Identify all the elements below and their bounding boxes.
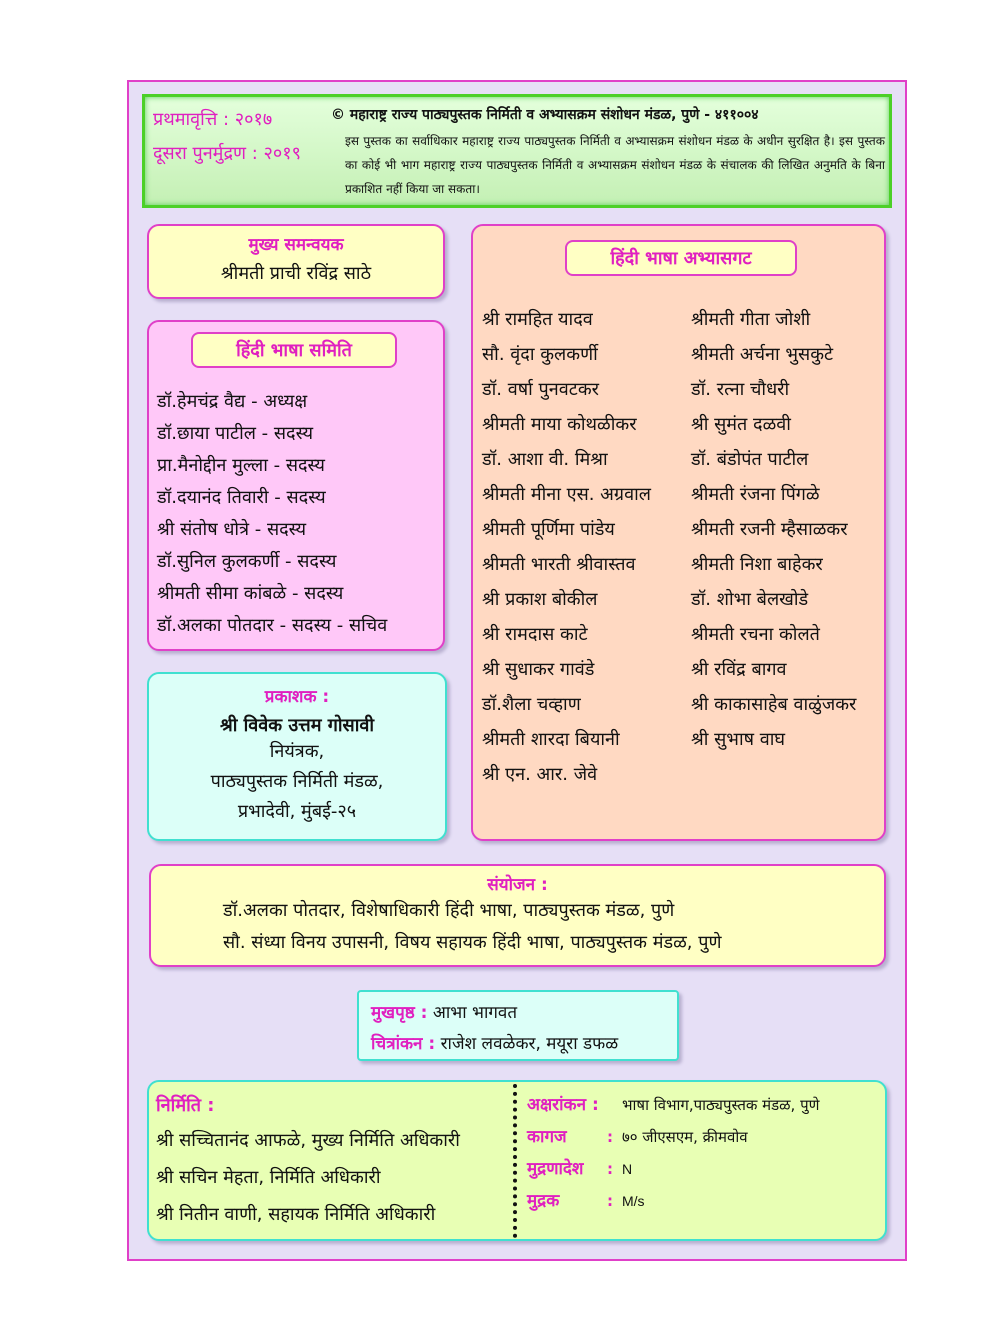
committee-list [157,386,387,642]
list-item: प्रा.मैनोद्दीन मुल्ला - सदस्य [157,455,325,476]
list-item: श्रीमती सीमा कांबळे - सदस्य [157,583,344,604]
publisher-line: प्रभादेवी, मुंबई-२५ [237,801,357,822]
list-item: डॉ. शोभा बेलखोडे [691,589,809,610]
list-item: श्री काकासाहेब वाळुंजकर [691,694,857,715]
list-item: श्रीमती माया कोथळीकर [482,414,637,435]
cover-label: मुखपृष्ठ : [371,1003,428,1023]
copyright-line: © महाराष्ट्र राज्य पाठ्यपुस्तक निर्मिती व अभ्यासक्रम संशोधन मंडळ, पुणे - ४११००४ [331,107,759,123]
list-item: श्री रविंद्र बागव [691,659,787,680]
list-item: डॉ.दयानंद तिवारी - सदस्य [157,487,326,508]
print-label: कागज [527,1127,567,1147]
list-item: डॉ. रत्ना चौधरी [691,379,790,400]
copyright-notice: इस पुस्तक का सर्वाधिकार महाराष्ट्र राज्य पाठ्यपुस्तक निर्मिती व अभ्यासक्रम संशोधन मंडळ के अधीन सुरक्षित है। इस पुस्तक का कोई भी भाग महाराष्ट्र राज्य पाठ्यपुस्तक निर्मिती व अभ्यासक्रम संशोधन मंडळ के संचालक की लिखित अनुमति के बिना प्रकाशित नहीं किया जा सकता। [345,134,885,196]
list-item: श्री प्रकाश बोकील [482,589,598,610]
publisher-title: प्रकाशक : [264,687,330,707]
list-item: श्रीमती गीता जोशी [691,309,811,330]
list-item: श्री रामदास काटे [482,624,588,645]
list-item: श्रीमती शारदा बियानी [482,729,620,750]
list-item: श्री रामहित यादव [482,309,593,330]
list-item: श्री संतोष धोत्रे - सदस्य [157,519,307,540]
list-item: सौ. वृंदा कुलकर्णी [482,344,598,365]
copyright-header [142,94,892,208]
committee-box [147,320,445,651]
publisher-box [147,672,447,841]
print-label: मुद्रणादेश [527,1159,584,1179]
list-item: डॉ.अलका पोतदार - सदस्य - सचिव [157,615,388,636]
study-group-left [482,302,651,792]
publisher-name: श्री विवेक उत्तम गोसावी [219,715,375,736]
list-item: श्री सुधाकर गावंडे [482,659,595,680]
print-value: ७० जीएसएम, क्रीमवोव [622,1128,748,1146]
committee-title: हिंदी भाषा समिति [191,332,397,368]
list-item: डॉ.सुनिल कुलकर्णी - सदस्य [157,551,337,572]
list-item: श्रीमती मीना एस. अग्रवाल [482,484,651,505]
publisher-line: नियंत्रक, [269,741,325,762]
list-item: श्री सुभाष वाघ [691,729,786,750]
production-box [147,1080,887,1241]
edition-first: प्रथमावृत्ति : २०१७ [153,109,273,130]
edition-reprint: दूसरा पुनर्मुद्रण : २०१९ [153,143,301,164]
coordinator-name: श्रीमती प्राची रविंद्र साठे [220,263,372,284]
list-item: श्री एन. आर. जेवे [482,764,598,785]
production-line: श्री नितीन वाणी, सहायक निर्मिति अधिकारी [156,1204,436,1225]
list-item: श्रीमती भारती श्रीवास्तव [482,554,636,575]
coordinator-title: मुख्य समन्वयक [248,235,344,255]
production-line: श्री सचिन मेहता, निर्मिति अधिकारी [156,1167,381,1188]
illustration-label: चित्रांकन : [371,1034,436,1054]
list-item: डॉ. बंडोपंत पाटील [691,449,809,470]
print-value: भाषा विभाग,पाठ्यपुस्तक मंडळ, पुणे [622,1096,820,1114]
list-item: श्रीमती रजनी म्हैसाळकर [691,519,848,540]
print-info: अक्षरांकन : भाषा विभाग,पाठ्यपुस्तक मंडळ, पुणे कागज : ७० जीएसएम, क्रीमवोव मुद्रणादेश : N मुद्रक : M/s [527,1092,819,1220]
coordination-line: डॉ.अलका पोतदार, विशेषाधिकारी हिंदी भाषा, पाठ्यपुस्तक मंडळ, पुणे [223,900,675,921]
list-item: डॉ. वर्षा पुनवटकर [482,379,600,400]
print-value: N [622,1161,633,1177]
coordination-title: संयोजन : [487,875,548,895]
list-item: श्रीमती पूर्णिमा पांडेय [482,519,615,540]
study-group-box [471,224,886,841]
list-item: श्रीमती रंजना पिंगळे [691,484,820,505]
list-item: श्रीमती निशा बाहेकर [691,554,823,575]
illustration-value: राजेश लवळेकर, मयूरा डफळ [440,1034,619,1054]
cover-value: आभा भागवत [432,1003,518,1023]
print-label: अक्षरांकन : [527,1095,599,1115]
list-item: डॉ.शैला चव्हाण [482,694,581,715]
coordination-line: सौ. संध्या विनय उपासनी, विषय सहायक हिंदी भाषा, पाठ्यपुस्तक मंडळ, पुणे [223,932,722,953]
production-line: श्री सच्चितानंद आफळे, मुख्य निर्मिति अधिकारी [156,1130,460,1151]
cover-box [357,990,679,1061]
divider [513,1084,517,1238]
coordination-box [149,864,886,967]
list-item: श्रीमती रचना कोलते [691,624,820,645]
study-group-right [691,302,856,757]
print-value: M/s [622,1193,645,1209]
list-item: डॉ.हेमचंद्र वैद्य - अध्यक्ष [157,391,308,412]
list-item: डॉ. आशा वी. मिश्रा [482,449,608,470]
list-item: डॉ.छाया पाटील - सदस्य [157,423,314,444]
print-label: मुद्रक [527,1191,560,1211]
publisher-line: पाठ्यपुस्तक निर्मिती मंडळ, [210,771,384,792]
study-group-title: हिंदी भाषा अभ्यासगट [565,240,797,276]
list-item: श्रीमती अर्चना भुसकुटे [691,344,834,365]
coordinator-box [147,224,445,299]
list-item: श्री सुमंत दळवी [691,414,791,435]
production-title: निर्मिति : [156,1095,215,1116]
